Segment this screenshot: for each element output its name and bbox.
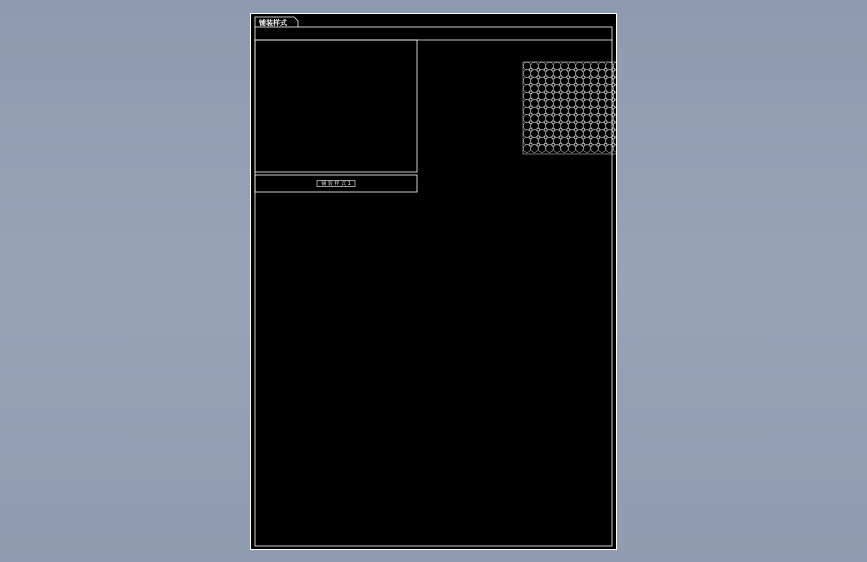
tile-square — [597, 91, 599, 93]
tile-square — [537, 129, 539, 131]
tile-square — [537, 121, 539, 123]
tile-square — [545, 84, 547, 86]
tile-square — [582, 76, 584, 78]
tile-square — [545, 76, 547, 78]
tile-square — [552, 91, 554, 93]
tile-square — [597, 129, 599, 131]
tile-square — [582, 69, 584, 71]
tile-square — [552, 136, 554, 138]
tile-square — [597, 76, 599, 78]
tile-square — [560, 76, 562, 78]
tile-square — [530, 91, 532, 93]
tile-square — [545, 144, 547, 146]
tile-square — [560, 136, 562, 138]
tile-square — [545, 91, 547, 93]
tile-square — [597, 69, 599, 71]
tile-square — [545, 114, 547, 116]
tile-square — [530, 106, 532, 108]
tile-square — [605, 91, 607, 93]
tile-square — [545, 106, 547, 108]
tile-square — [582, 114, 584, 116]
tile-square — [545, 121, 547, 123]
panel-frame — [255, 40, 417, 172]
tile-square — [590, 99, 592, 101]
tile-square — [552, 84, 554, 86]
tile-square — [590, 84, 592, 86]
tile-square — [582, 84, 584, 86]
tile-square — [605, 121, 607, 123]
tile-square — [575, 129, 577, 131]
tile-square — [612, 129, 614, 131]
tile-square — [605, 129, 607, 131]
tile-square — [567, 121, 569, 123]
tile-square — [582, 144, 584, 146]
tile-square — [530, 69, 532, 71]
tile-square — [597, 106, 599, 108]
tile-square — [552, 69, 554, 71]
tile-square — [605, 76, 607, 78]
cad-drawing — [250, 13, 617, 550]
tile-square — [590, 136, 592, 138]
tile-square — [582, 121, 584, 123]
tile-square — [560, 69, 562, 71]
sheet-inner-border — [255, 27, 612, 546]
tile-square — [545, 99, 547, 101]
tile-square — [590, 144, 592, 146]
caption-text: 铺 装 样 式 1 — [321, 181, 351, 188]
tile-square — [530, 84, 532, 86]
tile-square — [530, 144, 532, 146]
tile-square — [560, 106, 562, 108]
tile-square — [575, 136, 577, 138]
tile-square — [612, 114, 614, 116]
tile-square — [575, 144, 577, 146]
tile-square — [597, 99, 599, 101]
tile-square — [590, 76, 592, 78]
tile-square — [552, 76, 554, 78]
tile-square — [575, 91, 577, 93]
tile-square — [605, 106, 607, 108]
tile-square — [537, 136, 539, 138]
tile-square — [605, 84, 607, 86]
tile-square — [567, 99, 569, 101]
tile-square — [560, 84, 562, 86]
tile-square — [575, 76, 577, 78]
tile-square — [605, 114, 607, 116]
tile-square — [560, 129, 562, 131]
tile-square — [567, 114, 569, 116]
tile-square — [567, 69, 569, 71]
tile-square — [530, 121, 532, 123]
tile-square — [612, 99, 614, 101]
tile-square — [590, 69, 592, 71]
tile-square — [567, 84, 569, 86]
tile-square — [605, 99, 607, 101]
tile-square — [605, 136, 607, 138]
tile-square — [597, 144, 599, 146]
tile-square — [590, 114, 592, 116]
drawing-sheet — [250, 13, 617, 550]
tile-square — [582, 106, 584, 108]
tile-square — [567, 129, 569, 131]
tile-square — [597, 136, 599, 138]
tile-square — [605, 69, 607, 71]
tile-square — [545, 69, 547, 71]
tile-square — [545, 129, 547, 131]
tile-square — [612, 91, 614, 93]
tile-square — [537, 144, 539, 146]
tile-square — [575, 99, 577, 101]
panel-group — [255, 40, 617, 192]
tile-square — [575, 121, 577, 123]
tile-square — [597, 84, 599, 86]
tile-square — [612, 84, 614, 86]
tile-square — [537, 91, 539, 93]
tile-square — [552, 114, 554, 116]
tile-square — [560, 144, 562, 146]
tile-square — [537, 99, 539, 101]
hatch-pattern — [523, 62, 617, 154]
tile-square — [612, 136, 614, 138]
tile-square — [597, 114, 599, 116]
tile-square — [537, 114, 539, 116]
tile-square — [545, 136, 547, 138]
tile-square — [612, 76, 614, 78]
tile-square — [530, 129, 532, 131]
tile-square — [605, 144, 607, 146]
tile-square — [552, 99, 554, 101]
tile-square — [530, 114, 532, 116]
tile-square — [575, 84, 577, 86]
tile-square — [552, 144, 554, 146]
tile-square — [530, 99, 532, 101]
tile-square — [590, 106, 592, 108]
tile-square — [567, 106, 569, 108]
tile-square — [612, 106, 614, 108]
tile-square — [575, 69, 577, 71]
tile-square — [612, 144, 614, 146]
tile-square — [530, 136, 532, 138]
tile-square — [582, 129, 584, 131]
tile-square — [537, 76, 539, 78]
tile-square — [575, 114, 577, 116]
paving-panel-1 — [255, 40, 617, 192]
tile-square — [552, 121, 554, 123]
tile-square — [575, 106, 577, 108]
tile-square — [537, 84, 539, 86]
tile-square — [560, 121, 562, 123]
tile-square — [560, 99, 562, 101]
tile-square — [582, 136, 584, 138]
tile-square — [590, 91, 592, 93]
tile-square — [552, 129, 554, 131]
tile-square — [582, 91, 584, 93]
tile-square — [530, 76, 532, 78]
tile-square — [537, 106, 539, 108]
tile-square — [612, 69, 614, 71]
tile-square — [560, 114, 562, 116]
tile-square — [567, 144, 569, 146]
tile-square — [567, 91, 569, 93]
tile-square — [567, 136, 569, 138]
tile-square — [552, 106, 554, 108]
tile-square — [590, 121, 592, 123]
sheet-title: 铺装样式 — [259, 19, 287, 27]
tile-square — [567, 76, 569, 78]
tile-square — [537, 69, 539, 71]
tile-square — [560, 91, 562, 93]
tile-square — [597, 121, 599, 123]
tile-square — [612, 121, 614, 123]
tile-square — [582, 99, 584, 101]
tile-square — [590, 129, 592, 131]
